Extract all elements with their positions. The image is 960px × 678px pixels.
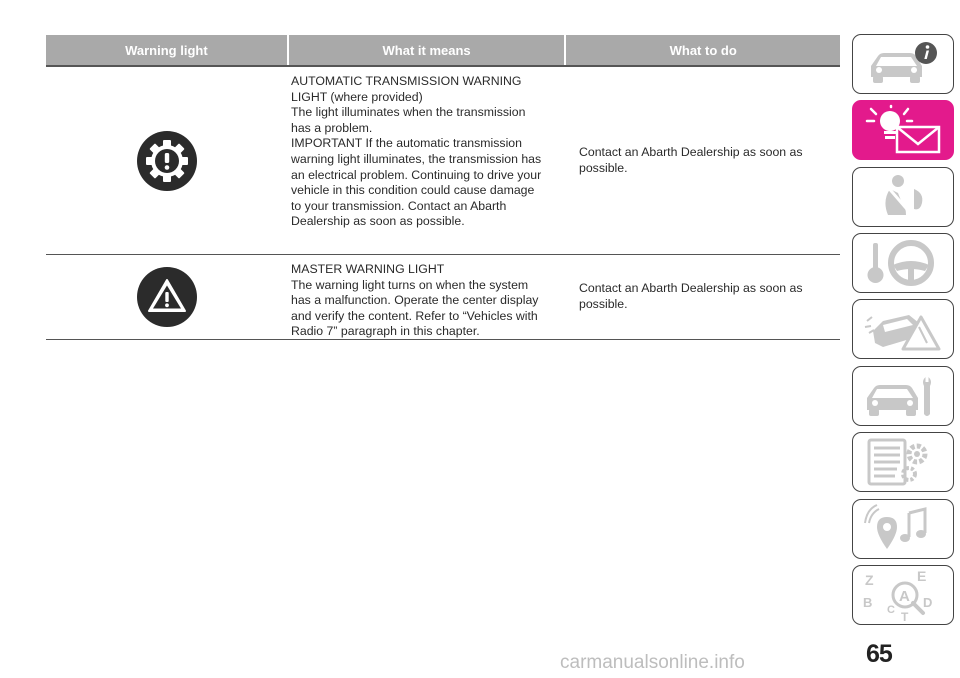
meaning-line: vehicle in this condition could cause damage: [291, 183, 535, 198]
meaning-line: has a malfunction. Operate the center display: [291, 293, 539, 308]
chapter-tab-safety[interactable]: [852, 167, 954, 227]
page-number: 65: [866, 640, 892, 668]
multimedia-music-icon: [861, 503, 945, 555]
meaning-line: LIGHT (where provided): [291, 89, 423, 104]
header-what-it-means: What it means: [289, 35, 567, 65]
meaning-line: MASTER WARNING LIGHT: [291, 262, 445, 276]
meaning-line: IMPORTANT If the automatic transmission: [291, 136, 522, 151]
meaning-line: has a problem.: [291, 120, 373, 135]
meaning-line: The warning light turns on when the system: [291, 277, 529, 292]
meaning-line: Radio 7” paragraph in this chapter.: [291, 324, 480, 339]
meaning-line: and verify the content. Refer to “Vehicles with: [291, 308, 538, 323]
steering-key-icon: [863, 237, 943, 289]
car-accident-icon: [861, 303, 945, 355]
warning-light-cell: [46, 67, 288, 254]
car-info-icon: [863, 39, 943, 89]
alphabet-index-icon: [861, 569, 945, 621]
meaning-line: warning light illuminates, the transmission has: [291, 151, 542, 166]
watermark: carmanualsonline.info: [560, 652, 745, 673]
meaning-line: to your transmission. Contact an Abarth: [291, 198, 507, 213]
meaning-line: The light illuminates when the transmission: [291, 105, 526, 120]
table-row: [46, 255, 840, 340]
chapter-tab-starting-driving[interactable]: [852, 233, 954, 293]
chapter-tab-emergency[interactable]: [852, 299, 954, 359]
chapter-tab-car-info[interactable]: [852, 34, 954, 94]
warning-lights-table: [46, 35, 840, 340]
index-letter: D: [923, 595, 933, 610]
chapter-tab-technical-data[interactable]: [852, 432, 954, 492]
index-letter: Z: [865, 572, 874, 588]
car-wrench-icon: [861, 370, 945, 422]
warning-lights-message-icon: [861, 104, 945, 156]
index-letter: C: [887, 604, 895, 616]
meaning-cell: [288, 67, 565, 254]
action-line: Contact an Abarth Dealership as soon as: [579, 144, 803, 159]
table-header: [46, 35, 840, 67]
chapter-tab-warning-lights[interactable]: [852, 100, 954, 160]
warning-light-cell: [46, 255, 288, 339]
table-row: [46, 67, 840, 255]
index-letter: E: [917, 569, 927, 584]
chapter-tab-maintenance[interactable]: [852, 366, 954, 426]
meaning-line: Dealership as soon as possible.: [291, 214, 465, 229]
action-line: possible.: [579, 160, 628, 175]
triangle-warning-icon: [135, 265, 199, 329]
meaning-line: an electrical problem. Continuing to drive your: [291, 167, 542, 182]
gear-warning-icon: [135, 129, 199, 193]
action-cell: [565, 67, 840, 254]
action-line: possible.: [579, 297, 628, 311]
index-letter: A: [899, 588, 910, 605]
meaning-line: AUTOMATIC TRANSMISSION WARNING: [291, 74, 522, 88]
chapter-tab-index[interactable]: [852, 565, 954, 625]
meaning-cell: [288, 255, 565, 339]
index-letter: T: [901, 610, 909, 621]
specs-list-gear-icon: [861, 436, 945, 488]
action-cell: [565, 255, 840, 339]
action-line: Contact an Abarth Dealership as soon as: [579, 281, 803, 296]
seat-airbag-icon: [868, 171, 938, 223]
header-what-to-do: What to do: [669, 42, 737, 58]
header-warning-light: Warning light: [46, 35, 289, 65]
index-letter: B: [863, 595, 873, 610]
chapter-tab-multimedia[interactable]: [852, 499, 954, 559]
